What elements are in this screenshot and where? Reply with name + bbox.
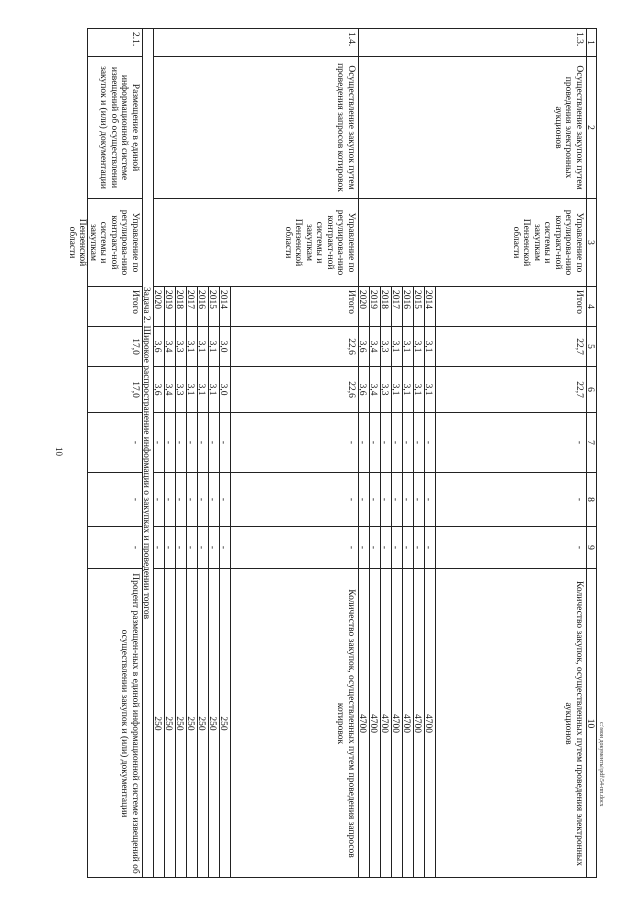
funding-c9-total: - [231,526,359,568]
year-cell-c5: 3,4 [165,326,176,366]
year-cell-c8: - [381,472,392,526]
year-cell-c7: - [381,412,392,472]
year-cell-c5: 3,1 [403,326,414,366]
year-cell-c6: 3,3 [176,366,187,412]
year-cell-c10: 250 [165,568,176,878]
responsible-executor: Управление по регулирова-нию контракт-ной системы и закупкам Пензенской области [87,198,143,286]
year-cell-c6: 3,6 [359,366,370,412]
funding-c9-total: - [436,526,587,568]
year-cell-c6: 3,0 [220,366,231,412]
year-cell-c7: - [187,412,198,472]
year-cell-y: 2016 [403,286,414,326]
year-cell-c7: - [176,412,187,472]
year-cell-y: 2014 [220,286,231,326]
column-header-4: 4 [587,286,597,326]
year-cell-c9: - [359,526,370,568]
funding-c8-total: - [436,472,587,526]
year-cell-c8: - [403,472,414,526]
year-cell-c5: 3,1 [209,326,220,366]
year-cell-c10: 4700 [403,568,414,878]
year-cell-c10: 250 [176,568,187,878]
period-total: Итого [231,286,359,326]
indicator-name: Количество закупок, осуществленных путем проведения запросов котировок [231,568,359,878]
year-cell-c10: 4700 [359,568,370,878]
row-number: 1.3. [359,28,587,56]
year-cell-c9: - [154,526,165,568]
year-cell-c8: - [154,472,165,526]
funding-total: 22,6 [231,326,359,366]
year-cell-y: 2016 [198,286,209,326]
year-cell-c8: - [425,472,436,526]
year-cell-c7: - [414,412,425,472]
year-cell-c5: 3,1 [392,326,403,366]
year-cell-c7: - [220,412,231,472]
column-header-9: 9 [587,526,597,568]
year-cell-c6: 3,4 [165,366,176,412]
funding-c7-total: - [436,412,587,472]
year-cell-c5: 3,3 [381,326,392,366]
year-cell-y: 2017 [187,286,198,326]
year-cell-c10: 250 [220,568,231,878]
year-cell-c7: - [359,412,370,472]
year-cell-c9: - [209,526,220,568]
year-cell-c8: - [414,472,425,526]
year-cell-c5: 3,1 [414,326,425,366]
year-cell-c7: - [165,412,176,472]
year-cell-y: 2014 [425,286,436,326]
year-cell-c9: - [370,526,381,568]
column-header-5: 5 [587,326,597,366]
row-number: 1.4. [154,28,359,56]
program-table [67,28,597,878]
responsible-executor: Управление по регулирова-нию контракт-ной системы и закупкам Пензенской области [359,198,587,286]
year-cell-c5: 3,1 [425,326,436,366]
column-header-6: 6 [587,366,597,412]
column-header-7: 7 [587,412,597,472]
year-cell-c7: - [198,412,209,472]
task-heading: Задача 2. Широкое распространение информации о закупках и проведении торгов [143,28,154,878]
year-cell-c6: 3,1 [198,366,209,412]
year-cell-y: 2018 [381,286,392,326]
period-total: Итого [87,286,143,326]
year-cell-c6: 3,1 [187,366,198,412]
year-cell-c5: 3,3 [176,326,187,366]
year-cell-c8: - [176,472,187,526]
year-cell-c9: - [176,526,187,568]
funding-c8-total: - [231,472,359,526]
funding-c7-total: - [231,412,359,472]
column-header-3: 3 [587,198,597,286]
page-number: 10 [54,447,64,456]
year-cell-c10: 4700 [381,568,392,878]
year-cell-y: 2015 [209,286,220,326]
year-cell-c9: - [425,526,436,568]
year-cell-c5: 3,4 [370,326,381,366]
year-cell-c6: 3,4 [370,366,381,412]
column-header-8: 8 [587,472,597,526]
responsible-executor: Управление по регулирова-нию контракт-ной системы и закупкам Пензенской области [154,198,359,286]
year-cell-c5: 3,6 [154,326,165,366]
year-cell-y: 2020 [154,286,165,326]
year-cell-c10: 250 [198,568,209,878]
year-cell-c6: 3,1 [425,366,436,412]
year-cell-c7: - [154,412,165,472]
indicator-name: Количество закупок, осуществленных путем проведения электронных аукционов [436,568,587,878]
year-cell-c9: - [165,526,176,568]
funding-total: 22,7 [436,326,587,366]
year-cell-c9: - [381,526,392,568]
year-cell-c6: 3,1 [403,366,414,412]
year-cell-c5: 3,0 [220,326,231,366]
column-header-10: 10 [587,568,597,878]
column-header-2: 2 [587,56,597,198]
year-cell-y: 2020 [359,286,370,326]
funding-c9-total: - [87,526,143,568]
year-cell-c9: - [220,526,231,568]
year-cell-c6: 3,1 [209,366,220,412]
year-cell-c7: - [425,412,436,472]
year-cell-c6: 3,1 [392,366,403,412]
year-cell-y: 2019 [370,286,381,326]
year-cell-c9: - [198,526,209,568]
year-cell-c9: - [414,526,425,568]
year-cell-c9: - [403,526,414,568]
year-cell-c7: - [392,412,403,472]
funding-regional-total: 22,7 [436,366,587,412]
year-cell-c5: 3,1 [187,326,198,366]
year-cell-y: 2017 [392,286,403,326]
year-cell-c6: 3,3 [381,366,392,412]
year-cell-c7: - [209,412,220,472]
activity-name: Осуществление закупок путем проведения электронных аукционов [359,56,587,198]
year-cell-c5: 3,1 [198,326,209,366]
year-cell-c8: - [165,472,176,526]
year-cell-c5: 3,6 [359,326,370,366]
year-cell-c8: - [198,472,209,526]
year-cell-c10: 4700 [425,568,436,878]
year-cell-c8: - [187,472,198,526]
activity-name: Осуществление закупок путем проведения запросов котировок [154,56,359,198]
year-cell-c10: 4700 [414,568,425,878]
year-cell-c6: 3,6 [154,366,165,412]
activity-name: Размещение в единой информационной системе извещений об осуществлении закупок и (или) документации [87,56,143,198]
year-cell-c7: - [370,412,381,472]
year-cell-c9: - [392,526,403,568]
year-cell-c8: - [209,472,220,526]
year-cell-c9: - [187,526,198,568]
column-header-1: 1 [587,28,597,56]
year-cell-c8: - [220,472,231,526]
year-cell-y: 2018 [176,286,187,326]
year-cell-c7: - [403,412,414,472]
year-cell-y: 2015 [414,286,425,326]
year-cell-c6: 3,1 [414,366,425,412]
indicator-name: Процент размещен-ных в единой информационной системе извещений об осуществлении закупок и (или) документации [87,568,143,878]
period-total: Итого [436,286,587,326]
year-cell-c8: - [359,472,370,526]
year-cell-c10: 250 [209,568,220,878]
funding-regional-total: 17,0 [87,366,143,412]
funding-regional-total: 22,6 [231,366,359,412]
year-cell-c8: - [370,472,381,526]
year-cell-c8: - [392,472,403,526]
year-cell-c10: 4700 [370,568,381,878]
row-number: 2.1. [87,28,143,56]
year-cell-c10: 4700 [392,568,403,878]
year-cell-y: 2019 [165,286,176,326]
year-cell-c10: 250 [154,568,165,878]
footer-file-path: c:\мои документы\pdf\54-пп.docx [598,722,604,807]
year-cell-c10: 250 [187,568,198,878]
funding-total: 17,0 [87,326,143,366]
funding-c8-total: - [87,472,143,526]
funding-c7-total: - [87,412,143,472]
